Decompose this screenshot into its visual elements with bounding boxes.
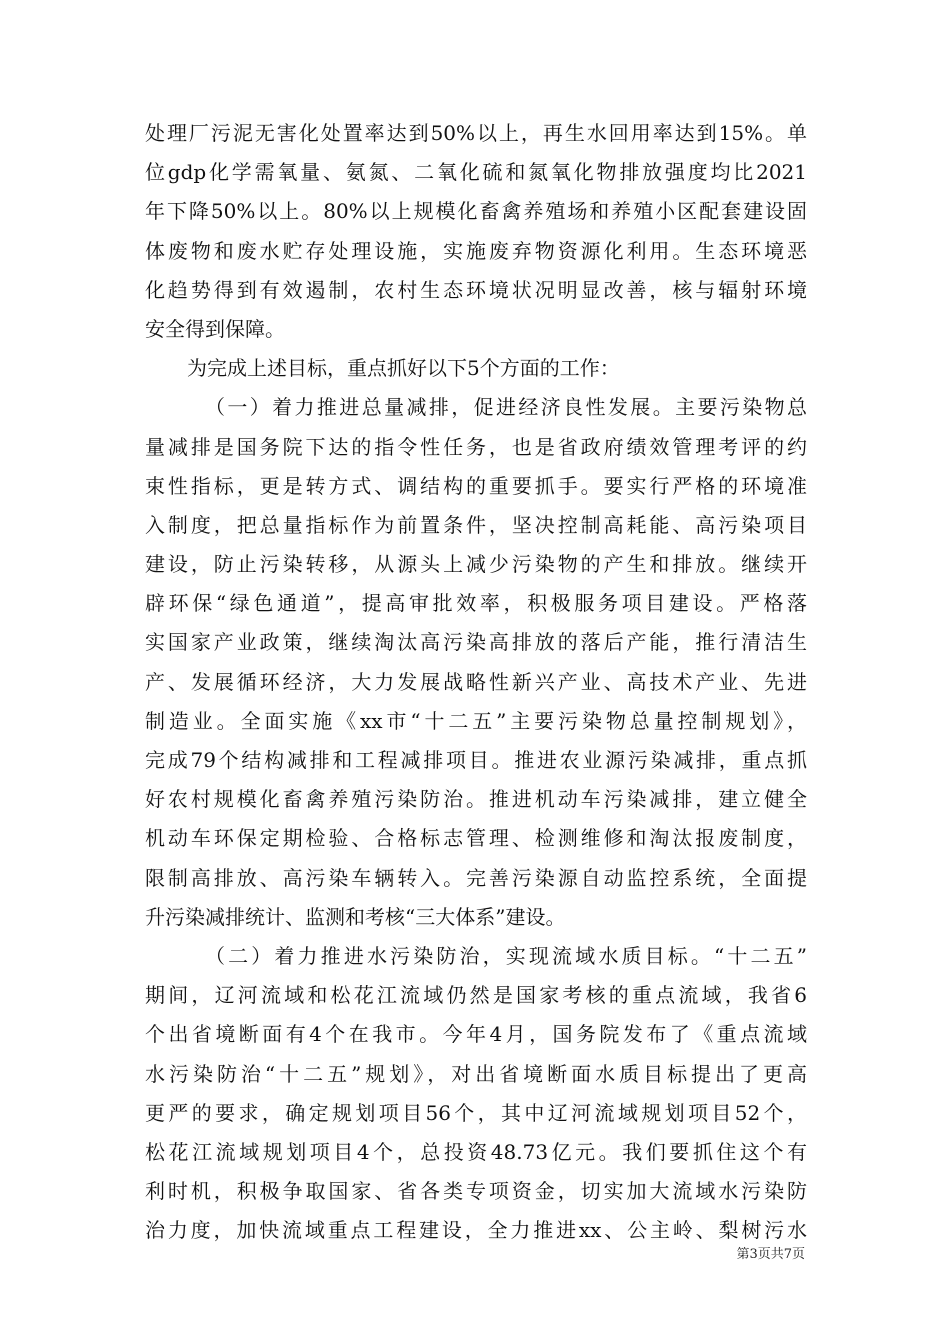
text-line: 期间，辽河流域和松花江流域仍然是国家考核的重点流域，我省6 — [145, 983, 807, 1008]
text-line: 松花江流域规划项目4个，总投资48.73亿元。我们要抓住这个有 — [145, 1139, 807, 1164]
text-line: 实国家产业政策，继续淘汰高污染高排放的落后产能，推行清洁生 — [145, 630, 807, 655]
text-line: 位gdp化学需氧量、氨氮、二氧化硫和氮氧化物排放强度均比2021 — [145, 160, 807, 185]
text-line: 处理厂污泥无害化处置率达到50%以上，再生水回用率达到15%。单 — [145, 121, 807, 145]
text-line: 水污染防治“十二五”规划》，对出省境断面水质目标提出了更高 — [145, 1061, 807, 1086]
text-line: 机动车环保定期检验、合格标志管理、检测维修和淘汰报废制度， — [145, 826, 807, 851]
text-line: 束性指标，更是转方式、调结构的重要抓手。要实行严格的环境准 — [145, 473, 807, 498]
text-line: 年下降50%以上。80%以上规模化畜禽养殖场和养殖小区配套建设固 — [145, 199, 807, 224]
text-line: 完成79个结构减排和工程减排项目。推进农业源污染减排，重点抓 — [145, 748, 807, 772]
text-line: 体废物和废水贮存处理设施，实施废弃物资源化利用。生态环境恶 — [145, 238, 807, 263]
text-line: 限制高排放、高污染车辆转入。完善污染源自动监控系统，全面提 — [145, 865, 807, 890]
paragraph-intro-line: 为完成上述目标，重点抓好以下5个方面的工作： — [187, 356, 620, 381]
text-line: 好农村规模化畜禽养殖污染防治。推进机动车污染减排，建立健全 — [145, 787, 807, 812]
text-line: 升污染减排统计、监测和考核“三大体系”建设。 — [145, 904, 566, 929]
section-two-heading-line: （二）着力推进水污染防治，实现流域水质目标。“十二五” — [205, 943, 807, 968]
page-number-footer: 第3页共7页 — [736, 1247, 805, 1262]
text-line: 建设，防止污染转移，从源头上减少污染物的产生和排放。继续开 — [145, 552, 807, 577]
text-line: 量减排是国务院下达的指令性任务，也是省政府绩效管理考评的约 — [145, 434, 807, 459]
text-line: 入制度，把总量指标作为前置条件，坚决控制高耗能、高污染项目 — [145, 512, 807, 537]
text-line: 个出省境断面有4个在我市。今年4月，国务院发布了《重点流域 — [145, 1022, 807, 1047]
text-line: 制造业。全面实施《xx市“十二五”主要污染物总量控制规划》， — [145, 708, 807, 733]
text-line: 治力度，加快流域重点工程建设，全力推进xx、公主岭、梨树污水 — [145, 1218, 807, 1243]
text-line: 利时机，积极争取国家、省各类专项资金，切实加大流域水污染防 — [145, 1179, 807, 1204]
document-body — [145, 114, 807, 1250]
text-line: 产、发展循环经济，大力发展战略性新兴产业、高技术产业、先进 — [145, 669, 807, 694]
text-line: 辟环保“绿色通道”，提高审批效率，积极服务项目建设。严格落 — [145, 591, 807, 616]
text-line: 化趋势得到有效遏制，农村生态环境状况明显改善，核与辐射环境 — [145, 277, 807, 302]
text-line: 更严的要求，确定规划项目56个，其中辽河流域规划项目52个， — [145, 1100, 807, 1125]
text-line: 安全得到保障。 — [145, 316, 285, 341]
section-one-heading-line: （一）着力推进总量减排，促进经济良性发展。主要污染物总 — [205, 395, 807, 420]
